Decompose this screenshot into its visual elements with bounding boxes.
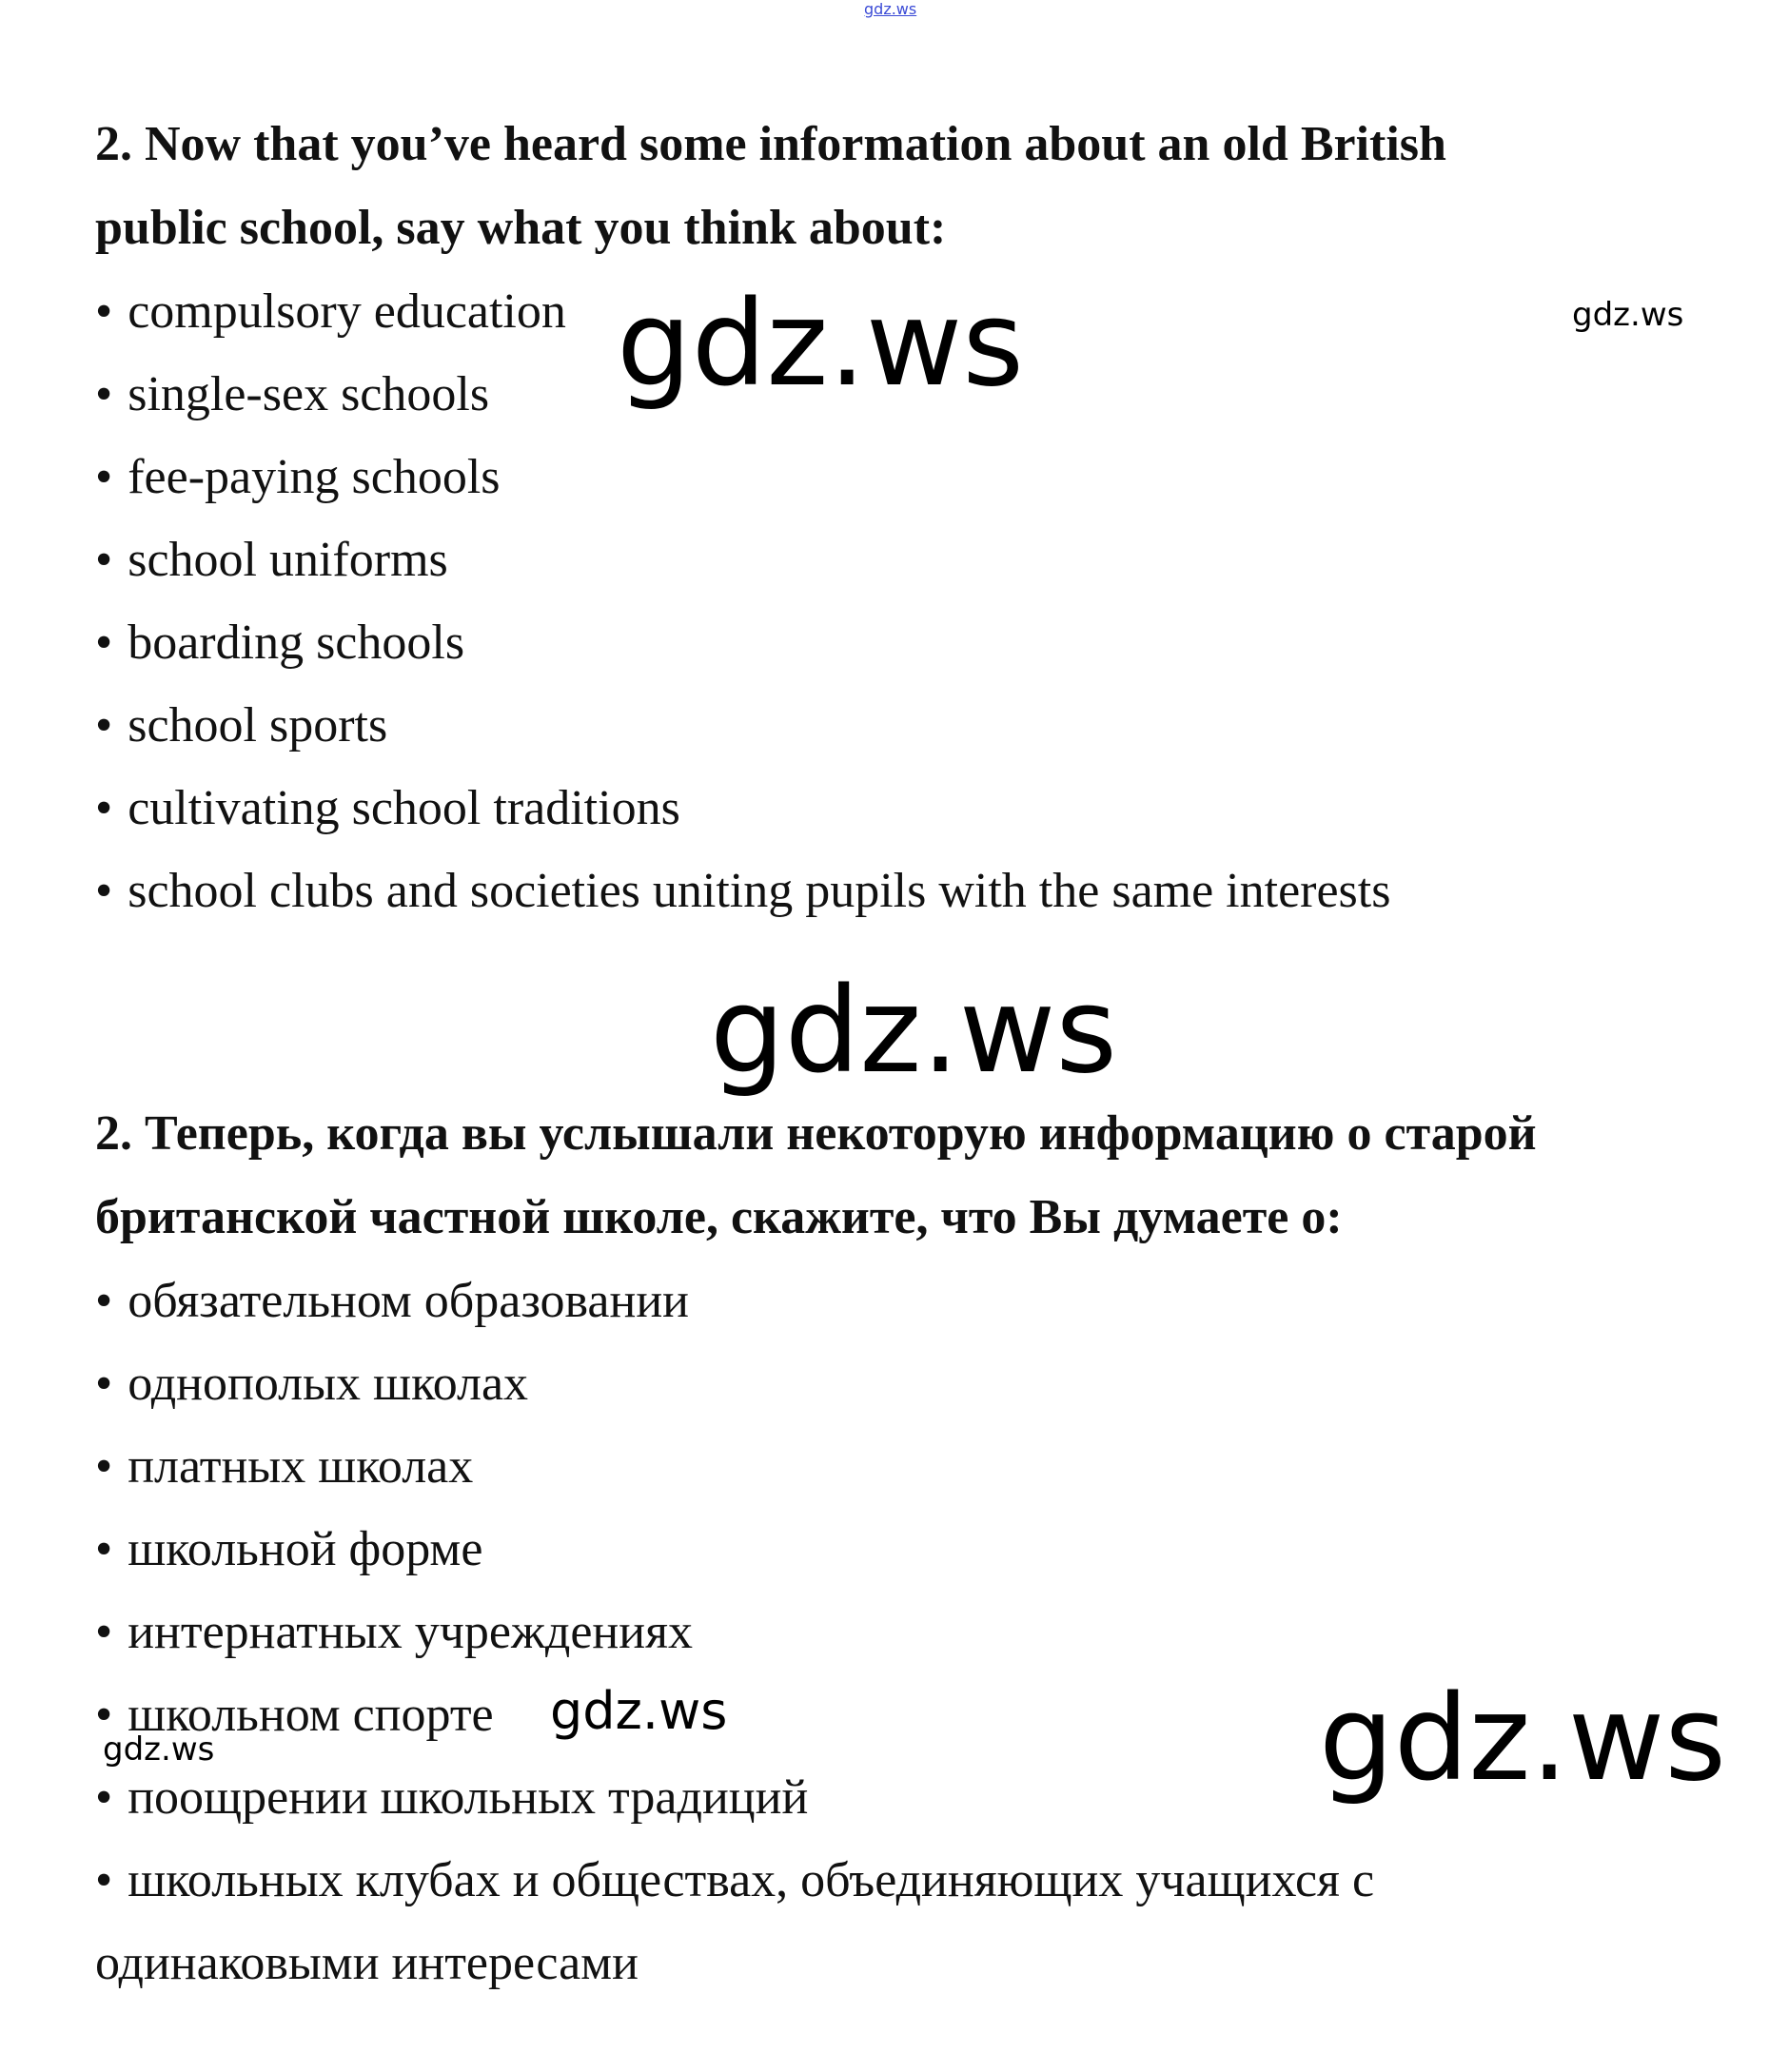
watermark-medium-1: gdz.ws	[550, 1681, 728, 1741]
list-item-text: compulsory education	[128, 284, 566, 339]
bullet-icon: •	[95, 698, 113, 753]
list-item-text: школьных клубах и обществах, объединяющих учащихся с	[128, 1853, 1375, 1907]
list-item	[95, 684, 1390, 767]
russian-heading	[95, 1092, 1537, 1260]
list-item-text: одинаковыми интересами	[95, 1936, 639, 1990]
bullet-icon: •	[95, 533, 113, 587]
list-item	[95, 1756, 1374, 1839]
list-item	[95, 1508, 1374, 1591]
watermark-large-3: gdz.ws	[1319, 1671, 1726, 1808]
russian-bullet-list	[95, 1260, 1374, 2004]
list-item	[95, 1839, 1374, 1922]
watermark-large-2: gdz.ws	[710, 963, 1117, 1100]
english-heading-line-2: public school, say what you think about:	[95, 201, 947, 255]
list-item-text: boarding schools	[128, 616, 465, 670]
english-heading-line-1: 2. Now that you’ve heard some information about an old British	[95, 117, 1446, 171]
list-item-text: single-sex schools	[128, 367, 490, 421]
list-item	[95, 1673, 1374, 1756]
bullet-icon: •	[95, 450, 113, 504]
watermark-large-1: gdz.ws	[617, 276, 1024, 413]
watermark-small-2: gdz.ws	[103, 1730, 215, 1769]
list-item	[95, 1342, 1374, 1425]
bullet-icon: •	[95, 1605, 113, 1659]
bullet-icon: •	[95, 1439, 113, 1494]
list-item-text: school clubs and societies uniting pupils with the same interests	[128, 864, 1391, 918]
english-heading	[95, 103, 1446, 270]
list-item	[95, 518, 1390, 601]
bullet-icon: •	[95, 864, 113, 918]
list-item-text: обязательном образовании	[128, 1274, 689, 1328]
bullet-icon: •	[95, 367, 113, 421]
bullet-icon: •	[95, 1274, 113, 1328]
list-item	[95, 436, 1390, 518]
list-item-text: cultivating school traditions	[128, 781, 680, 835]
list-item-text: однополых школах	[128, 1357, 529, 1411]
list-item	[95, 1425, 1374, 1508]
watermark-top-link[interactable]: gdz.ws	[864, 0, 917, 18]
list-item	[95, 1591, 1374, 1673]
bullet-icon: •	[95, 1357, 113, 1411]
list-item-text: school sports	[128, 698, 388, 753]
list-item	[95, 601, 1390, 684]
bullet-icon: •	[95, 1522, 113, 1576]
list-item	[95, 1260, 1374, 1342]
list-item-text: school uniforms	[128, 533, 448, 587]
russian-heading-line-1: 2. Теперь, когда вы услышали некоторую информацию о старой	[95, 1106, 1537, 1161]
list-item-text: fee-paying schools	[128, 450, 501, 504]
list-item-continuation	[95, 1922, 1374, 2004]
bullet-icon: •	[95, 1688, 113, 1742]
list-item	[95, 767, 1390, 850]
list-item-text: школьном спорте	[128, 1688, 494, 1742]
list-item-text: поощрении школьных традиций	[128, 1770, 809, 1825]
bullet-icon: •	[95, 1770, 113, 1825]
list-item	[95, 850, 1390, 932]
bullet-icon: •	[95, 781, 113, 835]
list-item-text: школьной форме	[128, 1522, 483, 1576]
list-item-text: интернатных учреждениях	[128, 1605, 694, 1659]
watermark-small-1: gdz.ws	[1572, 296, 1684, 334]
bullet-icon: •	[95, 1853, 113, 1907]
bullet-icon: •	[95, 616, 113, 670]
bullet-icon: •	[95, 284, 113, 339]
list-item-text: платных школах	[128, 1439, 474, 1494]
russian-heading-line-2: британской частной школе, скажите, что Вы думаете о:	[95, 1190, 1343, 1244]
